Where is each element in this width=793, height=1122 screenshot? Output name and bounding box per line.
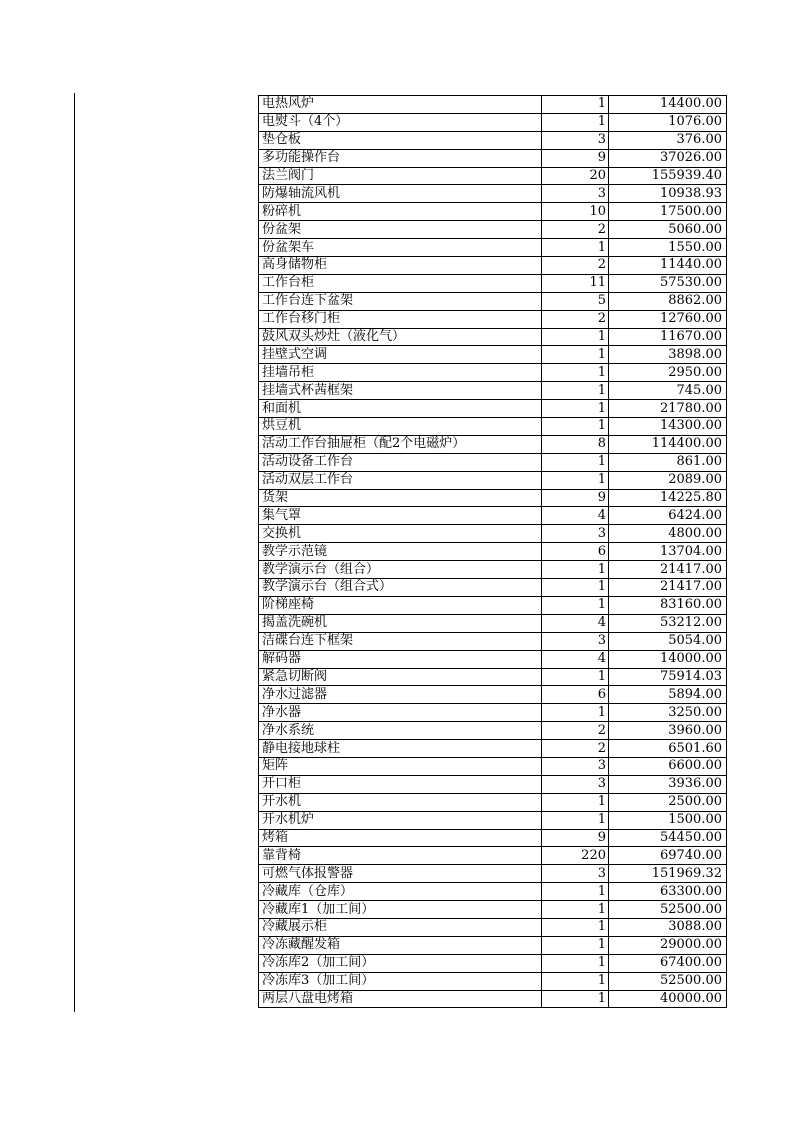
quantity-cell: 1 [542, 418, 609, 436]
equipment-table-body [259, 96, 727, 1008]
item-name-cell: 多功能操作台 [259, 149, 542, 167]
item-name-cell: 解码器 [259, 650, 542, 668]
amount-cell: 63300.00 [609, 883, 727, 901]
table-row [259, 310, 727, 328]
table-row [259, 149, 727, 167]
table-row [259, 668, 727, 686]
table-row [259, 239, 727, 257]
amount-cell: 14000.00 [609, 650, 727, 668]
table-row [259, 274, 727, 292]
table-row [259, 811, 727, 829]
table-row [259, 525, 727, 543]
amount-cell: 5894.00 [609, 686, 727, 704]
quantity-cell: 3 [542, 525, 609, 543]
quantity-cell: 1 [542, 596, 609, 614]
table-row [259, 954, 727, 972]
left-border-line [74, 93, 75, 1012]
table-row [259, 918, 727, 936]
amount-cell: 57530.00 [609, 274, 727, 292]
amount-cell: 21417.00 [609, 561, 727, 579]
amount-cell: 3250.00 [609, 704, 727, 722]
quantity-cell: 6 [542, 686, 609, 704]
item-name-cell: 电熨斗（4个） [259, 113, 542, 131]
item-name-cell: 粉碎机 [259, 203, 542, 221]
amount-cell: 13704.00 [609, 543, 727, 561]
amount-cell: 2950.00 [609, 364, 727, 382]
table-row [259, 561, 727, 579]
item-name-cell: 电热风炉 [259, 96, 542, 114]
amount-cell: 1076.00 [609, 113, 727, 131]
item-name-cell: 份盆架 [259, 221, 542, 239]
table-row [259, 829, 727, 847]
item-name-cell: 净水系统 [259, 722, 542, 740]
equipment-table [258, 95, 727, 1008]
item-name-cell: 冷冻藏醒发箱 [259, 936, 542, 954]
table-row [259, 382, 727, 400]
quantity-cell: 1 [542, 113, 609, 131]
quantity-cell: 1 [542, 936, 609, 954]
item-name-cell: 可燃气体报警器 [259, 865, 542, 883]
amount-cell: 114400.00 [609, 435, 727, 453]
amount-cell: 21780.00 [609, 400, 727, 418]
quantity-cell: 9 [542, 829, 609, 847]
quantity-cell: 1 [542, 668, 609, 686]
item-name-cell: 静电接地球柱 [259, 740, 542, 758]
quantity-cell: 1 [542, 328, 609, 346]
table-row [259, 793, 727, 811]
quantity-cell: 3 [542, 757, 609, 775]
table-row [259, 96, 727, 114]
quantity-cell: 1 [542, 901, 609, 919]
quantity-cell: 3 [542, 185, 609, 203]
amount-cell: 1550.00 [609, 239, 727, 257]
table-row [259, 704, 727, 722]
table-row [259, 972, 727, 990]
amount-cell: 14300.00 [609, 418, 727, 436]
item-name-cell: 防爆轴流风机 [259, 185, 542, 203]
amount-cell: 155939.40 [609, 167, 727, 185]
item-name-cell: 高身储物柜 [259, 257, 542, 275]
table-row [259, 650, 727, 668]
amount-cell: 54450.00 [609, 829, 727, 847]
item-name-cell: 教学演示台（组合） [259, 561, 542, 579]
amount-cell: 2089.00 [609, 471, 727, 489]
quantity-cell: 4 [542, 650, 609, 668]
quantity-cell: 1 [542, 453, 609, 471]
quantity-cell: 1 [542, 579, 609, 597]
item-name-cell: 活动双层工作台 [259, 471, 542, 489]
table-row [259, 579, 727, 597]
table-row [259, 418, 727, 436]
table-row [259, 722, 727, 740]
amount-cell: 6600.00 [609, 757, 727, 775]
quantity-cell: 1 [542, 918, 609, 936]
amount-cell: 861.00 [609, 453, 727, 471]
table-row [259, 596, 727, 614]
quantity-cell: 8 [542, 435, 609, 453]
item-name-cell: 揭盖洗碗机 [259, 614, 542, 632]
amount-cell: 5060.00 [609, 221, 727, 239]
table-row [259, 113, 727, 131]
amount-cell: 40000.00 [609, 990, 727, 1008]
item-name-cell: 份盆架车 [259, 239, 542, 257]
quantity-cell: 2 [542, 221, 609, 239]
quantity-cell: 2 [542, 740, 609, 758]
amount-cell: 2500.00 [609, 793, 727, 811]
quantity-cell: 4 [542, 507, 609, 525]
item-name-cell: 开水机炉 [259, 811, 542, 829]
table-row [259, 936, 727, 954]
quantity-cell: 1 [542, 793, 609, 811]
table-row [259, 757, 727, 775]
quantity-cell: 1 [542, 811, 609, 829]
table-row [259, 400, 727, 418]
amount-cell: 67400.00 [609, 954, 727, 972]
item-name-cell: 净水过滤器 [259, 686, 542, 704]
quantity-cell: 1 [542, 382, 609, 400]
item-name-cell: 冷藏库1（加工间） [259, 901, 542, 919]
quantity-cell: 1 [542, 96, 609, 114]
quantity-cell: 2 [542, 257, 609, 275]
item-name-cell: 教学示范镜 [259, 543, 542, 561]
item-name-cell: 工作台柜 [259, 274, 542, 292]
item-name-cell: 活动设备工作台 [259, 453, 542, 471]
amount-cell: 1500.00 [609, 811, 727, 829]
quantity-cell: 9 [542, 149, 609, 167]
table-row [259, 990, 727, 1008]
table-row [259, 328, 727, 346]
quantity-cell: 11 [542, 274, 609, 292]
quantity-cell: 1 [542, 883, 609, 901]
item-name-cell: 净水器 [259, 704, 542, 722]
item-name-cell: 冷藏库（仓库） [259, 883, 542, 901]
quantity-cell: 1 [542, 346, 609, 364]
quantity-cell: 2 [542, 722, 609, 740]
table-row [259, 543, 727, 561]
table-row [259, 686, 727, 704]
quantity-cell: 4 [542, 614, 609, 632]
item-name-cell: 挂墙吊柜 [259, 364, 542, 382]
table-row [259, 453, 727, 471]
quantity-cell: 3 [542, 131, 609, 149]
amount-cell: 151969.32 [609, 865, 727, 883]
amount-cell: 21417.00 [609, 579, 727, 597]
item-name-cell: 靠背椅 [259, 847, 542, 865]
quantity-cell: 10 [542, 203, 609, 221]
amount-cell: 52500.00 [609, 901, 727, 919]
item-name-cell: 紧急切断阀 [259, 668, 542, 686]
item-name-cell: 冷冻库3（加工间） [259, 972, 542, 990]
table-row [259, 471, 727, 489]
item-name-cell: 洁碟台连下框架 [259, 632, 542, 650]
quantity-cell: 6 [542, 543, 609, 561]
item-name-cell: 冷藏展示柜 [259, 918, 542, 936]
quantity-cell: 3 [542, 865, 609, 883]
table-row [259, 614, 727, 632]
table-row [259, 203, 727, 221]
table-row [259, 507, 727, 525]
quantity-cell: 1 [542, 972, 609, 990]
table-row [259, 364, 727, 382]
amount-cell: 745.00 [609, 382, 727, 400]
quantity-cell: 1 [542, 704, 609, 722]
amount-cell: 52500.00 [609, 972, 727, 990]
quantity-cell: 1 [542, 400, 609, 418]
item-name-cell: 和面机 [259, 400, 542, 418]
item-name-cell: 集气罩 [259, 507, 542, 525]
item-name-cell: 交换机 [259, 525, 542, 543]
amount-cell: 29000.00 [609, 936, 727, 954]
table-row [259, 257, 727, 275]
quantity-cell: 1 [542, 990, 609, 1008]
amount-cell: 75914.03 [609, 668, 727, 686]
table-row [259, 185, 727, 203]
amount-cell: 10938.93 [609, 185, 727, 203]
amount-cell: 8862.00 [609, 292, 727, 310]
item-name-cell: 鼓风双头炒灶（液化气） [259, 328, 542, 346]
amount-cell: 6424.00 [609, 507, 727, 525]
amount-cell: 53212.00 [609, 614, 727, 632]
item-name-cell: 教学演示台（组合式） [259, 579, 542, 597]
table-row [259, 167, 727, 185]
quantity-cell: 2 [542, 310, 609, 328]
table-row [259, 489, 727, 507]
table-row [259, 901, 727, 919]
quantity-cell: 1 [542, 364, 609, 382]
amount-cell: 14400.00 [609, 96, 727, 114]
quantity-cell: 5 [542, 292, 609, 310]
table-row [259, 346, 727, 364]
amount-cell: 37026.00 [609, 149, 727, 167]
quantity-cell: 3 [542, 775, 609, 793]
item-name-cell: 挂壁式空调 [259, 346, 542, 364]
item-name-cell: 阶梯座椅 [259, 596, 542, 614]
item-name-cell: 矩阵 [259, 757, 542, 775]
table-row [259, 435, 727, 453]
item-name-cell: 工作台连下盆架 [259, 292, 542, 310]
quantity-cell: 3 [542, 632, 609, 650]
amount-cell: 3898.00 [609, 346, 727, 364]
quantity-cell: 220 [542, 847, 609, 865]
amount-cell: 4800.00 [609, 525, 727, 543]
table-row [259, 740, 727, 758]
amount-cell: 11670.00 [609, 328, 727, 346]
amount-cell: 3088.00 [609, 918, 727, 936]
amount-cell: 376.00 [609, 131, 727, 149]
table-row [259, 131, 727, 149]
table-row [259, 847, 727, 865]
item-name-cell: 开口柜 [259, 775, 542, 793]
table-row [259, 292, 727, 310]
item-name-cell: 法兰阀门 [259, 167, 542, 185]
item-name-cell: 活动工作台抽屉柜（配2个电磁炉） [259, 435, 542, 453]
quantity-cell: 1 [542, 561, 609, 579]
quantity-cell: 1 [542, 239, 609, 257]
amount-cell: 3960.00 [609, 722, 727, 740]
table-row [259, 775, 727, 793]
table-row [259, 865, 727, 883]
amount-cell: 12760.00 [609, 310, 727, 328]
amount-cell: 83160.00 [609, 596, 727, 614]
item-name-cell: 货架 [259, 489, 542, 507]
amount-cell: 6501.60 [609, 740, 727, 758]
item-name-cell: 烘豆机 [259, 418, 542, 436]
item-name-cell: 挂墙式杯茜框架 [259, 382, 542, 400]
item-name-cell: 烤箱 [259, 829, 542, 847]
amount-cell: 69740.00 [609, 847, 727, 865]
quantity-cell: 1 [542, 954, 609, 972]
amount-cell: 5054.00 [609, 632, 727, 650]
item-name-cell: 垫仓板 [259, 131, 542, 149]
item-name-cell: 开水机 [259, 793, 542, 811]
table-row [259, 883, 727, 901]
item-name-cell: 两层八盘电烤箱 [259, 990, 542, 1008]
amount-cell: 11440.00 [609, 257, 727, 275]
amount-cell: 14225.80 [609, 489, 727, 507]
table-row [259, 221, 727, 239]
quantity-cell: 9 [542, 489, 609, 507]
quantity-cell: 20 [542, 167, 609, 185]
item-name-cell: 冷冻库2（加工间） [259, 954, 542, 972]
quantity-cell: 1 [542, 471, 609, 489]
amount-cell: 17500.00 [609, 203, 727, 221]
item-name-cell: 工作台移门柜 [259, 310, 542, 328]
amount-cell: 3936.00 [609, 775, 727, 793]
table-row [259, 632, 727, 650]
